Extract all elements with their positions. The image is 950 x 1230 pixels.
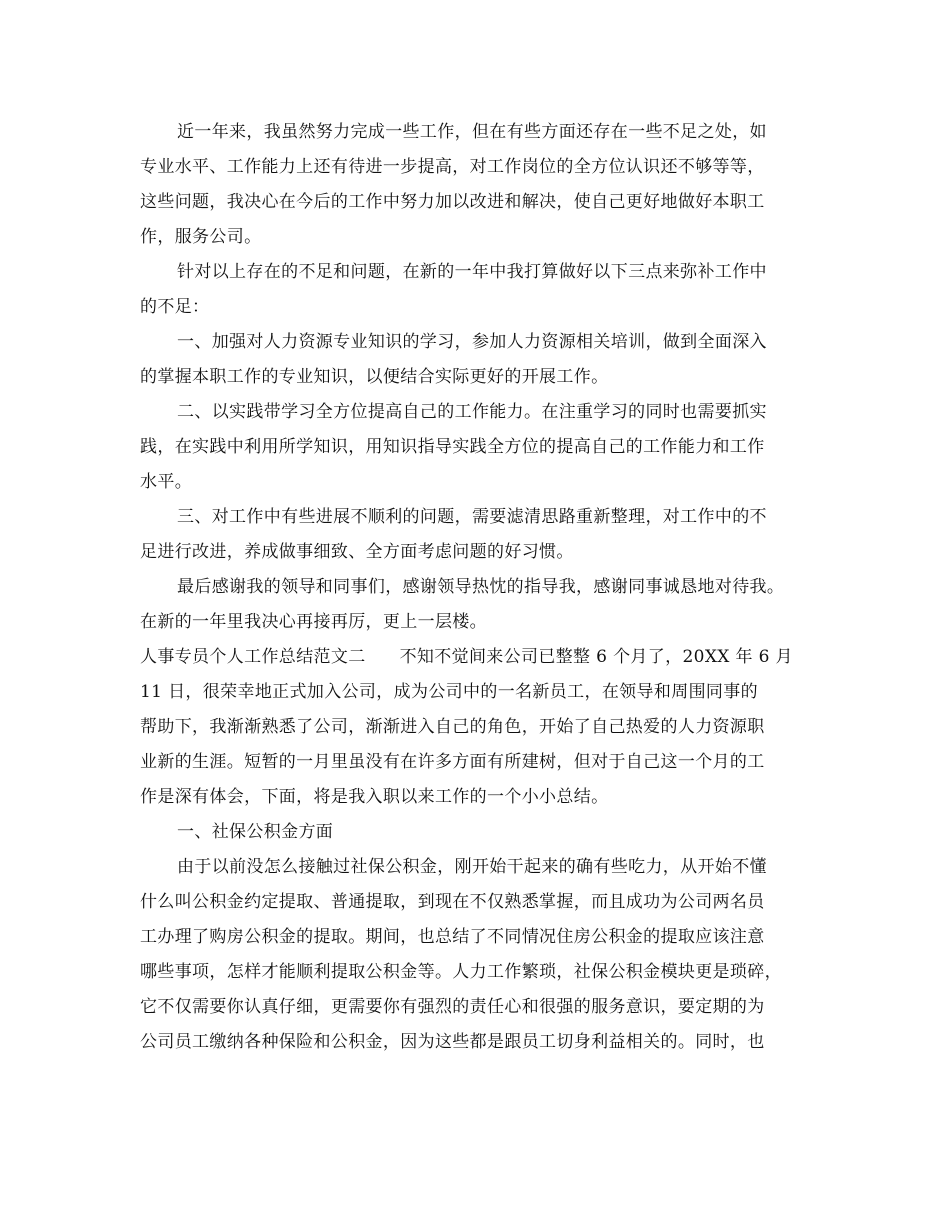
text-line: 什么叫公积金约定提取、普通提取，到现在不仅熟悉掌握，而且成功为公司两名员 xyxy=(140,892,765,912)
text-line: 哪些事项，怎样才能顺利提取公积金等。人力工作繁琐，社保公积金模块更是琐碎， xyxy=(140,962,782,982)
text-line: 的不足： xyxy=(140,297,210,317)
text-line: 公司员工缴纳各种保险和公积金，因为这些都是跟员工切身利益相关的。同时，也 xyxy=(140,1032,765,1052)
text-line: 足进行改进，养成做事细致、全方面考虑问题的好习惯。 xyxy=(140,542,574,562)
text-line: 践，在实践中利用所学知识，用知识指导实践全方位的提高自己的工作能力和工作 xyxy=(140,437,765,457)
text-line: 针对以上存在的不足和问题，在新的一年中我打算做好以下三点来弥补工作中 xyxy=(177,262,767,282)
text-line: 三、对工作中有些进展不顺利的问题，需要滤清思路重新整理，对工作中的不 xyxy=(177,507,767,527)
text-line: 专业水平、工作能力上还有待进一步提高，对工作岗位的全方位认识还不够等等， xyxy=(140,157,765,177)
text-line: 帮助下，我渐渐熟悉了公司，渐渐进入自己的角色，开始了自己热爱的人力资源职 xyxy=(140,717,765,737)
subheading-line: 一、社保公积金方面 xyxy=(177,822,334,842)
text-line: 一、加强对人力资源专业知识的学习，参加人力资源相关培训，做到全面深入 xyxy=(177,332,767,352)
text-line: 二、以实践带学习全方位提高自己的工作能力。在注重学习的同时也需要抓实 xyxy=(177,402,767,422)
text-line: 工办理了购房公积金的提取。期间，也总结了不同情况住房公积金的提取应该注意 xyxy=(140,927,765,947)
text-line: 业新的生涯。短暂的一月里虽没有在许多方面有所建树，但对于自己这一个月的工 xyxy=(140,752,765,772)
text-line: 它不仅需要你认真仔细，更需要你有强烈的责任心和很强的服务意识，要定期的为 xyxy=(140,997,765,1017)
text-line: 近一年来，我虽然努力完成一些工作，但在有些方面还存在一些不足之处，如 xyxy=(177,122,767,142)
text-line: 由于以前没怎么接触过社保公积金，刚开始干起来的确有些吃力，从开始不懂 xyxy=(177,857,767,877)
text-line: 11 日，很荣幸地正式加入公司，成为公司中的一名新员工，在领导和周围同事的 xyxy=(140,682,758,702)
text-line: 水平。 xyxy=(140,472,193,492)
text-line: 作，服务公司。 xyxy=(140,227,262,247)
section-intro-text: 不知不觉间来公司已整整 6 个月了，20XX 年 6 月 xyxy=(399,647,793,667)
text-line: 作是深有体会，下面，将是我入职以来工作的一个小小总结。 xyxy=(140,787,609,807)
text-line: 这些问题，我决心在今后的工作中努力加以改进和解决，使自己更好地做好本职工 xyxy=(140,192,765,212)
text-line: 最后感谢我的领导和同事们，感谢领导热忱的指导我，感谢同事诚恳地对待我。 xyxy=(177,577,785,597)
text-line: 在新的一年里我决心再接再厉，更上一层楼。 xyxy=(140,612,487,632)
section-title: 人事专员个人工作总结范文二 xyxy=(140,647,366,667)
text-line: 的掌握本职工作的专业知识，以便结合实际更好的开展工作。 xyxy=(140,367,609,387)
section-heading-line xyxy=(140,646,793,668)
